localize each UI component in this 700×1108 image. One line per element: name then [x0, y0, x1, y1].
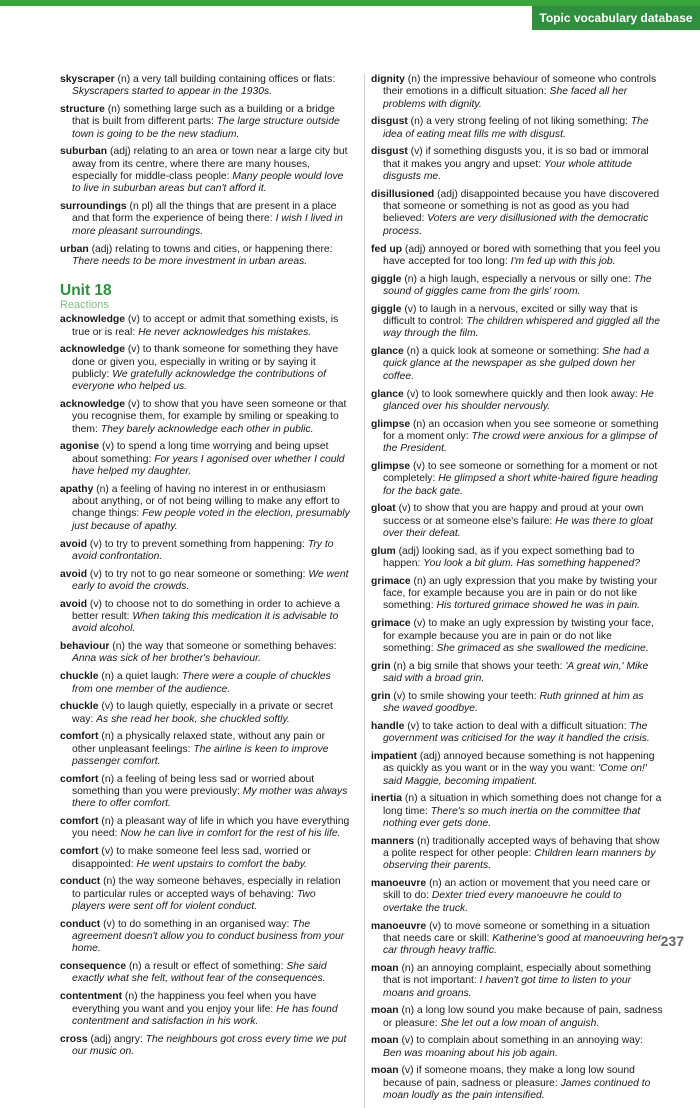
- example: We gratefully acknowledge the contributions of everyone who helped us.: [72, 368, 326, 393]
- right-column: [364, 74, 663, 1108]
- right-entries: [371, 74, 663, 1102]
- headword: avoid: [60, 598, 88, 610]
- example: They barely acknowledge each other in public.: [100, 423, 314, 435]
- definition: (n pl) all the things that are present in a place and that form the experience of being there:: [72, 201, 337, 225]
- example: You look a bit glum. Has something happened?: [423, 558, 641, 570]
- headword: grimace: [371, 575, 411, 587]
- headword: disillusioned: [371, 188, 435, 200]
- headword: impatient: [371, 750, 417, 762]
- definition: (v) to smile showing your teeth:: [390, 690, 540, 702]
- example: He has found contentment and satisfaction in his work.: [72, 1003, 338, 1027]
- definition: (v) to show that you are happy and proud at your own success or at someone else's failure:: [383, 503, 644, 527]
- headword: conduct: [60, 918, 101, 930]
- headword: giggle: [371, 273, 402, 285]
- example: I'm fed up with this job.: [510, 255, 616, 267]
- headword: grimace: [371, 618, 411, 630]
- vocab-entry: [371, 461, 663, 498]
- headword: consequence: [60, 961, 127, 973]
- headword: acknowledge: [60, 399, 125, 411]
- example: Two players were sent off for violent conduct.: [72, 888, 316, 912]
- definition: (n) a high laugh, especially a nervous or silly one:: [401, 273, 634, 285]
- definition: (n) traditionally accepted ways of behaving that show a polite respect for other people:: [383, 835, 660, 860]
- vocab-entry: [371, 1005, 663, 1030]
- example: The agreement doesn't allow you to conduct business from your home.: [72, 918, 345, 955]
- headword: contentment: [60, 991, 123, 1003]
- example: There were a couple of chuckles from one member of the audience.: [72, 671, 331, 695]
- example: He glanced over his shoulder nervously.: [383, 388, 654, 412]
- vocab-entry: [371, 1035, 663, 1060]
- example: The government was criticised for the way it handled the crisis.: [383, 720, 650, 745]
- example: Few people voted in the election, presumably just because of apathy.: [72, 508, 350, 532]
- headword: manoeuvre: [371, 878, 427, 890]
- definition: (n) a feeling of having no interest in or enthusiasm about anything, or of not being willing to make any effort to change things:: [72, 483, 340, 520]
- vocab-entry: [371, 576, 663, 613]
- example: Anna was sick of her brother's behaviour.: [72, 653, 262, 665]
- example: He was there to gloat over their defeat.: [383, 515, 653, 539]
- headword: apathy: [60, 483, 94, 495]
- headword: moan: [371, 1035, 399, 1047]
- definition: (n) a pleasant way of life in which you have everything you need:: [72, 816, 350, 840]
- example: The large structure outside town is going to be the new stadium.: [72, 116, 340, 140]
- headword: behaviour: [60, 641, 110, 653]
- example: Try to avoid confrontation.: [72, 538, 334, 562]
- unit-title: Unit 18: [60, 282, 112, 300]
- example: She let out a low moan of anguish.: [440, 1017, 600, 1029]
- vocab-entry: [371, 546, 663, 571]
- definition: (v) to thank someone for something they have done or given you, especially in writing or by saying it publicly:: [72, 344, 339, 380]
- vocab-entry: [60, 314, 350, 339]
- page-number: 237: [660, 933, 684, 949]
- headword: surroundings: [60, 201, 127, 213]
- headword: disgust: [371, 146, 408, 158]
- headword: avoid: [60, 568, 88, 580]
- definition: (v) if someone moans, they make a long low sound because of pain, sadness or pleasure:: [383, 1065, 635, 1089]
- headword: skyscraper: [60, 74, 115, 85]
- vocab-entry: [60, 816, 350, 841]
- example: James continued to moan loudly as the pain intensified.: [383, 1077, 651, 1102]
- definition: (v) to laugh quietly, especially in a private or secret way:: [72, 701, 333, 725]
- vocab-entry: [60, 399, 350, 436]
- example: The neighbours got cross every time we put our music on.: [72, 1033, 347, 1057]
- definition: (adj) looking sad, as if you expect something bad to happen:: [383, 545, 635, 570]
- vocab-entry: [60, 599, 350, 636]
- definition: (v) to take action to deal with a difficult situation:: [404, 720, 630, 732]
- definition: (v) to look somewhere quickly and then look away:: [403, 388, 641, 400]
- vocab-entry: [371, 721, 663, 746]
- vocab-entry: [371, 419, 663, 456]
- definition: (v) to see someone or something for a moment or not completely:: [383, 461, 658, 485]
- definition: (v) to move someone or something in a situation that needs care or skill:: [383, 920, 650, 944]
- vocab-entry: [371, 503, 663, 540]
- vocab-entry: [371, 1065, 663, 1102]
- headword: giggle: [371, 303, 402, 315]
- headword: comfort: [60, 816, 99, 828]
- example: He went upstairs to comfort the baby.: [136, 858, 307, 870]
- vocab-entry: [371, 146, 663, 183]
- headword: structure: [60, 104, 105, 116]
- example: She grimaced as she swallowed the medicine.: [436, 642, 649, 654]
- example: Dexter tried every manoeuvre he could to overtake the truck.: [383, 890, 622, 914]
- vocab-entry: [60, 1034, 350, 1059]
- vocab-entry: [371, 274, 663, 299]
- example: She faced all her problems with dignity.: [383, 86, 628, 110]
- vocab-entry: [60, 539, 350, 564]
- vocab-entry: [371, 878, 663, 915]
- definition: (n) something large such as a building or a bridge that is built from different parts:: [72, 104, 335, 128]
- vocab-entry: [60, 201, 350, 238]
- vocab-entry: [60, 731, 350, 768]
- vocab-entry: [60, 484, 350, 533]
- vocab-entry: [60, 774, 350, 811]
- headword: moan: [371, 1065, 399, 1077]
- section-title-tab: [532, 6, 700, 30]
- definition: (n) an action or movement that you need care or skill to do:: [383, 878, 651, 902]
- example: The idea of eating meat fills me with disgust.: [383, 116, 649, 140]
- definition: (n) a big smile that shows your teeth:: [390, 660, 566, 672]
- definition: (n) a feeling of being less sad or worried about something than you were previously:: [72, 773, 315, 798]
- example: 'Come on!' said Maggie, becoming impatient.: [383, 763, 647, 787]
- definition: (adj) annoyed because something is not happening as quickly as you want or in the way you want:: [383, 750, 655, 775]
- example: There needs to be more investment in urban areas.: [72, 255, 308, 267]
- headword: suburban: [60, 146, 108, 158]
- definition: (n) a result or effect of something:: [126, 961, 287, 973]
- headword: disgust: [371, 116, 408, 128]
- definition: (v) to make someone feel less sad, worried or disappointed:: [72, 846, 311, 870]
- vocab-entry: [60, 846, 350, 871]
- definition: (n) an annoying complaint, especially about something that is not important:: [383, 962, 652, 987]
- definition: (n) a physically relaxed state, without any pain or other unpleasant feelings:: [72, 731, 326, 755]
- vocab-entry: [371, 836, 663, 873]
- definition: (n) a very tall building containing offices or flats:: [114, 74, 336, 85]
- definition: (v) to show that you have seen someone or that you recognise them, for example by smiling or speaking to them:: [72, 399, 347, 435]
- example: I wish I lived in more pleasant surroundings.: [72, 213, 343, 237]
- definition: (n) the happiness you feel when you have everything you want and you enjoy your life:: [72, 991, 317, 1015]
- definition: (v) to complain about something in an annoying way:: [398, 1035, 643, 1047]
- vocab-entry: [60, 441, 350, 478]
- unit-subtitle: Reactions: [60, 299, 109, 312]
- example: 'A great win,' Mike said with a broad grin.: [383, 660, 649, 684]
- vocab-entry: [60, 961, 350, 986]
- vocab-entry: [60, 244, 350, 269]
- vocab-entry: [371, 346, 663, 383]
- headword: comfort: [60, 773, 99, 785]
- headword: avoid: [60, 538, 88, 550]
- example: Voters are very disillusioned with the democratic process.: [383, 213, 649, 237]
- definition: (v) to accept or admit that something exists, is true or is real:: [72, 314, 339, 338]
- left-entries-bottom: [60, 314, 350, 1058]
- example: There's so much inertia on the committee that nothing ever gets done.: [383, 805, 641, 829]
- definition: (n) the impressive behaviour of someone who controls their emotions in a difficult situation:: [383, 74, 657, 98]
- definition: (n) an ugly expression that you make by twisting your face, for example because you are in pain or do not like something:: [383, 575, 658, 612]
- definition: (v) to try not to go near someone or something:: [87, 568, 309, 580]
- vocab-entry: [60, 344, 350, 393]
- example: We went early to avoid the crowds.: [72, 568, 349, 592]
- example: The crowd were anxious for a glimpse of the President.: [383, 430, 658, 455]
- example: Katherine's good at manoeuvring her car through heavy traffic.: [383, 932, 662, 957]
- headword: urban: [60, 243, 89, 255]
- example: She said exactly what she felt, without fear of the consequences.: [72, 961, 327, 985]
- definition: (adj) disappointed because you have discovered that someone or something is not as good as you had believed:: [383, 188, 660, 225]
- headword: comfort: [60, 731, 99, 743]
- example: I haven't got time to listen to your moans and groans.: [383, 975, 632, 999]
- definition: (n) a very strong feeling of not liking something:: [407, 116, 631, 128]
- headword: manoeuvre: [371, 920, 427, 932]
- definition: (v) to try to prevent something from happening:: [87, 538, 308, 550]
- vocab-entry: [60, 701, 350, 726]
- definition: (n) the way someone behaves, especially in relation to particular rules or accepted ways of behaving:: [72, 876, 341, 900]
- headword: acknowledge: [60, 314, 125, 326]
- example: The sound of giggles came from the girls' room.: [383, 273, 652, 297]
- unit-heading: [60, 282, 350, 311]
- definition: (n) an occasion when you see someone or something for a moment only:: [383, 418, 659, 442]
- example: Now he can live in comfort for the rest of his life.: [120, 828, 341, 840]
- example: Skyscrapers started to appear in the 1930s.: [72, 86, 273, 98]
- vocab-entry: [60, 919, 350, 956]
- vocab-entry: [60, 569, 350, 594]
- definition: (n) the way that someone or something behaves:: [109, 641, 337, 653]
- definition: (n) a quiet laugh:: [98, 671, 182, 683]
- left-column: [60, 74, 350, 1064]
- definition: (n) a quick look at someone or something:: [403, 346, 603, 358]
- headword: inertia: [371, 793, 403, 805]
- left-entries-top: [60, 74, 350, 268]
- vocab-entry: [60, 74, 350, 99]
- definition: (v) to spend a long time worrying and being upset about something:: [72, 441, 329, 465]
- vocab-entry: [371, 74, 663, 111]
- section-title: Topic vocabulary database: [539, 11, 693, 25]
- headword: grin: [371, 690, 391, 702]
- vocab-entry: [371, 963, 663, 1000]
- example: Children learn manners by observing their parents.: [383, 848, 656, 872]
- headword: handle: [371, 720, 405, 732]
- headword: chuckle: [60, 701, 99, 713]
- headword: glimpse: [371, 418, 411, 430]
- headword: acknowledge: [60, 344, 125, 356]
- example: For years I agonised over whether I could have helped my daughter.: [72, 453, 345, 478]
- vocab-entry: [371, 691, 663, 716]
- example: The airline is keen to improve passenger comfort.: [72, 743, 329, 767]
- example: The children whispered and giggled all the way through the film.: [383, 316, 660, 340]
- headword: cross: [60, 1033, 88, 1045]
- example: She had a quick glance at the newspaper as she gulped down her coffee.: [383, 346, 650, 382]
- vocab-entry: [371, 661, 663, 686]
- vocab-entry: [371, 389, 663, 414]
- vocab-entry: [371, 793, 663, 830]
- headword: agonise: [60, 441, 100, 453]
- definition: (v) to make an ugly expression by twisting your face, for example because you are in pain or do not like something:: [383, 618, 654, 654]
- example: Your whole attitude disgusts me.: [383, 158, 632, 183]
- example: Ben was moaning about his job again.: [383, 1047, 558, 1059]
- headword: moan: [371, 962, 399, 974]
- definition: (adj) relating to an area or town near a large city but away from its centre, where there are many houses, especially for middle-class people:: [72, 146, 348, 183]
- vocab-entry: [371, 751, 663, 788]
- definition: (v) to choose not to do something in order to achieve a better result:: [72, 598, 341, 623]
- example: Many people would love to live in suburban areas but can't afford it.: [72, 171, 344, 195]
- vocab-entry: [371, 189, 663, 238]
- example: As she read her book, she chuckled softly.: [96, 713, 290, 725]
- example: My mother was always there to offer comfort.: [72, 786, 348, 810]
- headword: chuckle: [60, 671, 99, 683]
- headword: glimpse: [371, 461, 411, 473]
- definition: (adj) relating to towns and cities, or happening there:: [88, 243, 333, 255]
- headword: manners: [371, 835, 415, 847]
- vocab-entry: [371, 921, 663, 958]
- example: He glimpsed a short white-haired figure heading for the back gate.: [383, 473, 658, 497]
- vocab-entry: [371, 244, 663, 269]
- example: His tortured grimace showed he was in pain.: [436, 600, 641, 612]
- headword: glance: [371, 388, 404, 400]
- headword: moan: [371, 1005, 399, 1017]
- definition: (adj) angry:: [87, 1033, 146, 1045]
- headword: dignity: [371, 74, 405, 85]
- example: When taking this medication it is advisable to avoid alcohol.: [72, 611, 339, 635]
- vocab-entry: [371, 116, 663, 141]
- vocab-entry: [60, 146, 350, 195]
- definition: (adj) annoyed or bored with something that you feel you have accepted for too long:: [383, 243, 661, 267]
- definition: (v) to laugh in a nervous, excited or silly way that is difficult to control:: [383, 303, 638, 328]
- vocab-entry: [60, 641, 350, 666]
- headword: comfort: [60, 846, 99, 858]
- vocab-entry: [371, 304, 663, 341]
- vocab-entry: [371, 618, 663, 655]
- vocab-entry: [60, 671, 350, 696]
- definition: (n) a long low sound you make because of pain, sadness or pleasure:: [383, 1005, 663, 1029]
- headword: fed up: [371, 243, 403, 255]
- headword: gloat: [371, 503, 396, 515]
- vocab-entry: [60, 876, 350, 913]
- definition: (n) a situation in which something does not change for a long time:: [383, 793, 662, 817]
- vocab-entry: [60, 104, 350, 141]
- definition: (v) to do something in an organised way:: [100, 918, 293, 930]
- example: He never acknowledges his mistakes.: [138, 326, 312, 338]
- headword: glum: [371, 545, 396, 557]
- headword: conduct: [60, 876, 101, 888]
- headword: grin: [371, 660, 391, 672]
- vocab-entry: [60, 991, 350, 1028]
- example: Ruth grinned at him as she waved goodbye.: [383, 690, 644, 715]
- headword: glance: [371, 346, 404, 358]
- definition: (v) if something disgusts you, it is so bad or immoral that it makes you angry and upset:: [383, 146, 649, 170]
